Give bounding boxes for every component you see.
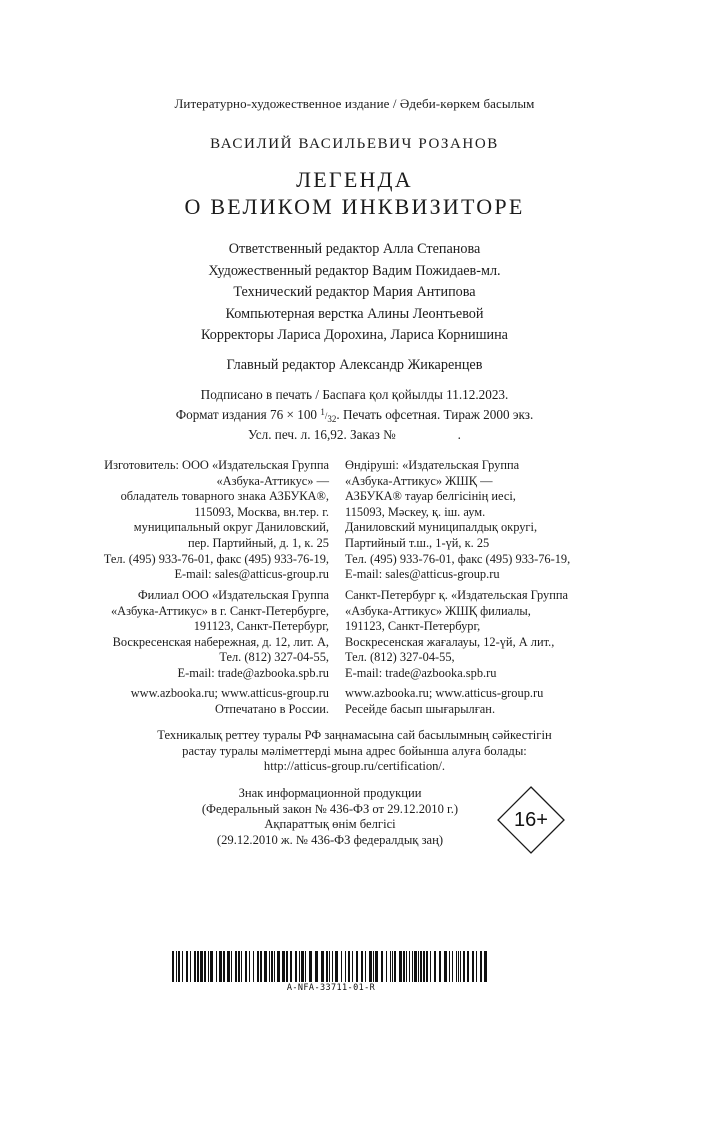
sheets-order-end: . xyxy=(457,427,461,443)
branch-ru-email: E-mail: trade@azbooka.spb.ru xyxy=(177,665,329,680)
barcode-bar xyxy=(467,951,469,982)
barcode-bar xyxy=(204,951,206,982)
branch-ru-line: Тел. (812) 327-04-55, xyxy=(219,650,329,665)
signed-to-print: Подписано в печать / Баспаға қол қойылды 11.12.2023. xyxy=(200,387,509,402)
barcode-bar xyxy=(219,951,222,982)
barcode-bar xyxy=(249,951,250,982)
barcode-bar xyxy=(449,951,450,982)
manufacturer-kz-line: 115093, Мәскеу, қ. іш. аум. xyxy=(345,504,486,519)
web-kz xyxy=(345,686,635,717)
manufacturer-kz-line: Тел. (495) 933-76-01, факс (495) 933-76-19, xyxy=(345,551,571,566)
manufacturer-ru-line: Изготовитель: ООО «Издательская Группа xyxy=(104,458,329,472)
barcode-bar xyxy=(335,951,338,982)
branch-ru-line: Филиал ООО «Издательская Группа xyxy=(137,588,329,602)
barcode-bar xyxy=(269,951,270,982)
barcode xyxy=(172,951,490,982)
credit-line: Компьютерная верстка Алины Леонтьевой xyxy=(225,305,484,322)
barcode-bar xyxy=(352,951,353,982)
barcode-bar xyxy=(295,951,297,982)
barcode-bar xyxy=(439,951,441,982)
barcode-bar xyxy=(309,951,312,982)
barcode-bar xyxy=(399,951,402,982)
format-suffix: . Печать офсетная. Тираж 2000 экз. xyxy=(336,406,534,422)
manufacturer-kz-line: Партийный т.ш., 1-үй, к. 25 xyxy=(345,535,490,550)
barcode-bar xyxy=(326,951,328,982)
chief-editor: Главный редактор Александр Жикаренцев xyxy=(226,357,483,373)
barcode-bar xyxy=(271,951,273,982)
barcode-bar xyxy=(315,951,318,982)
edition-type: Литературно-художественное издание / Әдеби-көркем басылым xyxy=(174,96,535,111)
barcode-bar xyxy=(430,951,431,982)
barcode-bar xyxy=(332,951,333,982)
barcode-bar xyxy=(200,951,203,982)
barcode-bar xyxy=(420,951,422,982)
barcode-bar xyxy=(406,951,407,982)
branch-kz xyxy=(345,588,635,682)
sheets-order: Усл. печ. л. 16,92. Заказ № xyxy=(248,427,396,443)
printed-in-ru: Отпечатано в России. xyxy=(215,701,329,716)
tech-regulation-note xyxy=(0,728,709,775)
barcode-bar xyxy=(480,951,482,982)
barcode-bar xyxy=(277,951,280,982)
manufacturer-ru-line: муниципальный округ Даниловский, xyxy=(133,520,329,535)
barcode-bar xyxy=(274,951,275,982)
manufacturer-kz-email: E-mail: sales@atticus-group.ru xyxy=(345,567,500,582)
barcode-bar xyxy=(190,951,191,982)
manufacturer-kz xyxy=(345,458,635,583)
barcode-bar xyxy=(176,951,177,982)
info-sign-line: (Федеральный закон № 436-ФЗ от 29.12.2010 г.) xyxy=(201,801,459,816)
book-title-line: ЛЕГЕНДА xyxy=(296,167,413,192)
barcode-bar xyxy=(390,951,391,982)
barcode-bar xyxy=(386,951,387,982)
barcode-bar xyxy=(403,951,405,982)
barcode-bar xyxy=(182,951,183,982)
barcode-bar xyxy=(286,951,288,982)
branch-ru xyxy=(70,588,329,682)
info-product-sign xyxy=(150,786,510,848)
branch-ru-line: «Азбука-Аттикус» в г. Санкт-Петербурге, xyxy=(110,603,329,618)
barcode-bar xyxy=(414,951,417,982)
format-fraction: $^1/_{32}$ xyxy=(320,406,337,424)
barcode-bar xyxy=(345,951,346,982)
barcode-bar xyxy=(369,951,372,982)
barcode-bar xyxy=(178,951,180,982)
barcode-bar xyxy=(208,951,209,982)
editorial-credits xyxy=(0,239,709,347)
manufacturer-ru-line: Тел. (495) 933-76-01, факс (495) 933-76-19, xyxy=(103,551,329,566)
sheets-order-line xyxy=(0,427,709,444)
age-rating-badge xyxy=(497,786,565,854)
barcode-bar xyxy=(238,951,240,982)
age-rating-label: 16+ xyxy=(514,809,548,831)
book-title-line: О ВЕЛИКОМ ИНКВИЗИТОРЕ xyxy=(184,194,525,219)
manufacturer-ru-email: E-mail: sales@atticus-group.ru xyxy=(174,567,329,582)
barcode-bar xyxy=(197,951,199,982)
branch-ru-line: 191123, Санкт-Петербург, xyxy=(193,619,329,634)
barcode-bar xyxy=(241,951,242,982)
book-title xyxy=(0,166,709,220)
branch-ru-line: Воскресенская набережная, д. 12, лит. А, xyxy=(112,634,329,649)
branch-kz-email: E-mail: trade@azbooka.spb.ru xyxy=(345,665,497,680)
manufacturer-kz-line: АЗБУКА® тауар белгісінің иесі, xyxy=(345,489,516,504)
barcode-bar xyxy=(216,951,217,982)
barcode-bar xyxy=(223,951,225,982)
barcode-bar xyxy=(458,951,459,982)
barcode-bar xyxy=(260,951,262,982)
websites-ru: www.azbooka.ru; www.atticus-group.ru xyxy=(130,686,329,700)
format-numerator: 1 xyxy=(320,406,325,417)
manufacturer-ru-line: пер. Партийный, д. 1, к. 25 xyxy=(188,535,329,550)
barcode-bar xyxy=(194,951,196,982)
barcode-id: A-NFA-33711-01-R xyxy=(286,983,376,993)
barcode-bar xyxy=(305,951,306,982)
credit-line: Художественный редактор Вадим Пожидаев-мл. xyxy=(208,262,501,279)
barcode-bar xyxy=(409,951,410,982)
format-prefix: Формат издания 76 × 100 xyxy=(175,406,321,422)
barcode-bar xyxy=(253,951,254,982)
branch-kz-line: «Азбука-Аттикус» ЖШҚ филиалы, xyxy=(345,603,531,618)
barcode-bar xyxy=(460,951,461,982)
barcode-bar xyxy=(381,951,383,982)
format-line xyxy=(0,404,709,428)
manufacturer-kz-line: Даниловский муниципалдық округі, xyxy=(345,520,538,535)
manufacturer-kz-line: «Азбука-Аттикус» ЖШҚ — xyxy=(345,473,493,488)
barcode-bar xyxy=(365,951,366,982)
websites-kz: www.azbooka.ru; www.atticus-group.ru xyxy=(345,686,544,700)
manufacturer-ru-line: обладатель товарного знака АЗБУКА®, xyxy=(120,489,329,504)
barcode-bar xyxy=(426,951,428,982)
certification-url: http://atticus-group.ru/certification/. xyxy=(263,759,446,774)
barcode-bar xyxy=(361,951,363,982)
barcode-bar xyxy=(329,951,330,982)
branch-kz-line: Санкт-Петербург қ. «Издательская Группа xyxy=(345,588,569,602)
barcode-bar xyxy=(412,951,413,982)
barcode-bar xyxy=(210,951,213,982)
barcode-bar xyxy=(186,951,188,982)
branch-kz-line: 191123, Санкт-Петербург, xyxy=(345,619,481,634)
barcode-bar xyxy=(172,951,174,982)
credit-line: Технический редактор Мария Антипова xyxy=(233,284,476,301)
barcode-bar xyxy=(348,951,350,982)
barcode-bar xyxy=(299,951,300,982)
barcode-bar xyxy=(282,951,285,982)
manufacturer-ru xyxy=(70,458,329,583)
barcode-bar xyxy=(394,951,396,982)
barcode-bar xyxy=(456,951,457,982)
barcode-bar xyxy=(235,951,237,982)
branch-kz-line: Тел. (812) 327-04-55, xyxy=(345,650,455,665)
barcode-bar xyxy=(392,951,393,982)
format-denominator: 32 xyxy=(327,413,337,424)
barcode-bar xyxy=(301,951,304,982)
barcode-bar xyxy=(257,951,259,982)
info-sign-line: Знак информационной продукции xyxy=(238,786,422,800)
author-name: ВАСИЛИЙ ВАСИЛЬЕВИЧ РОЗАНОВ xyxy=(210,136,499,152)
credit-line: Корректоры Лариса Дорохина, Лариса Корнишина xyxy=(201,327,508,344)
barcode-bar xyxy=(418,951,419,982)
barcode-bar xyxy=(321,951,324,982)
branch-kz-line: Воскресенская жағалауы, 12-үй, А лит., xyxy=(345,634,555,649)
info-sign-line: (29.12.2010 ж. № 436-ФЗ федералдық заң) xyxy=(216,832,444,847)
barcode-bar xyxy=(356,951,358,982)
web-ru xyxy=(70,686,329,717)
tech-regulation-line: растау туралы мәліметтерді мына адрес бойынша алуға болады: xyxy=(182,743,527,758)
barcode-bar xyxy=(231,951,232,982)
barcode-bar xyxy=(444,951,447,982)
barcode-bar xyxy=(373,951,374,982)
barcode-bar xyxy=(227,951,230,982)
barcode-bar xyxy=(463,951,465,982)
barcode-bar xyxy=(472,951,474,982)
manufacturer-ru-line: «Азбука-Аттикус» — xyxy=(216,473,329,488)
credit-line: Ответственный редактор Алла Степанова xyxy=(228,241,481,257)
barcode-bar xyxy=(245,951,247,982)
tech-regulation-line: Техникалық реттеу туралы РФ заңнамасына сай басылымның сәйкестігін xyxy=(157,728,552,742)
printed-in-kz: Ресейде басып шығарылған. xyxy=(345,701,496,716)
barcode-bar xyxy=(423,951,425,982)
barcode-bar xyxy=(341,951,342,982)
print-info xyxy=(0,387,709,444)
info-sign-line: Ақпараттық өнім белгісі xyxy=(264,817,396,832)
barcode-bar xyxy=(375,951,378,982)
barcode-bar xyxy=(476,951,477,982)
barcode-bar xyxy=(452,951,453,982)
manufacturer-ru-line: 115093, Москва, вн.тер. г. xyxy=(194,504,329,519)
barcode-bar xyxy=(290,951,292,982)
barcode-bar xyxy=(434,951,436,982)
barcode-bar xyxy=(264,951,267,982)
barcode-bar xyxy=(484,951,487,982)
manufacturer-kz-line: Өндіруші: «Издательская Группа xyxy=(345,458,520,472)
